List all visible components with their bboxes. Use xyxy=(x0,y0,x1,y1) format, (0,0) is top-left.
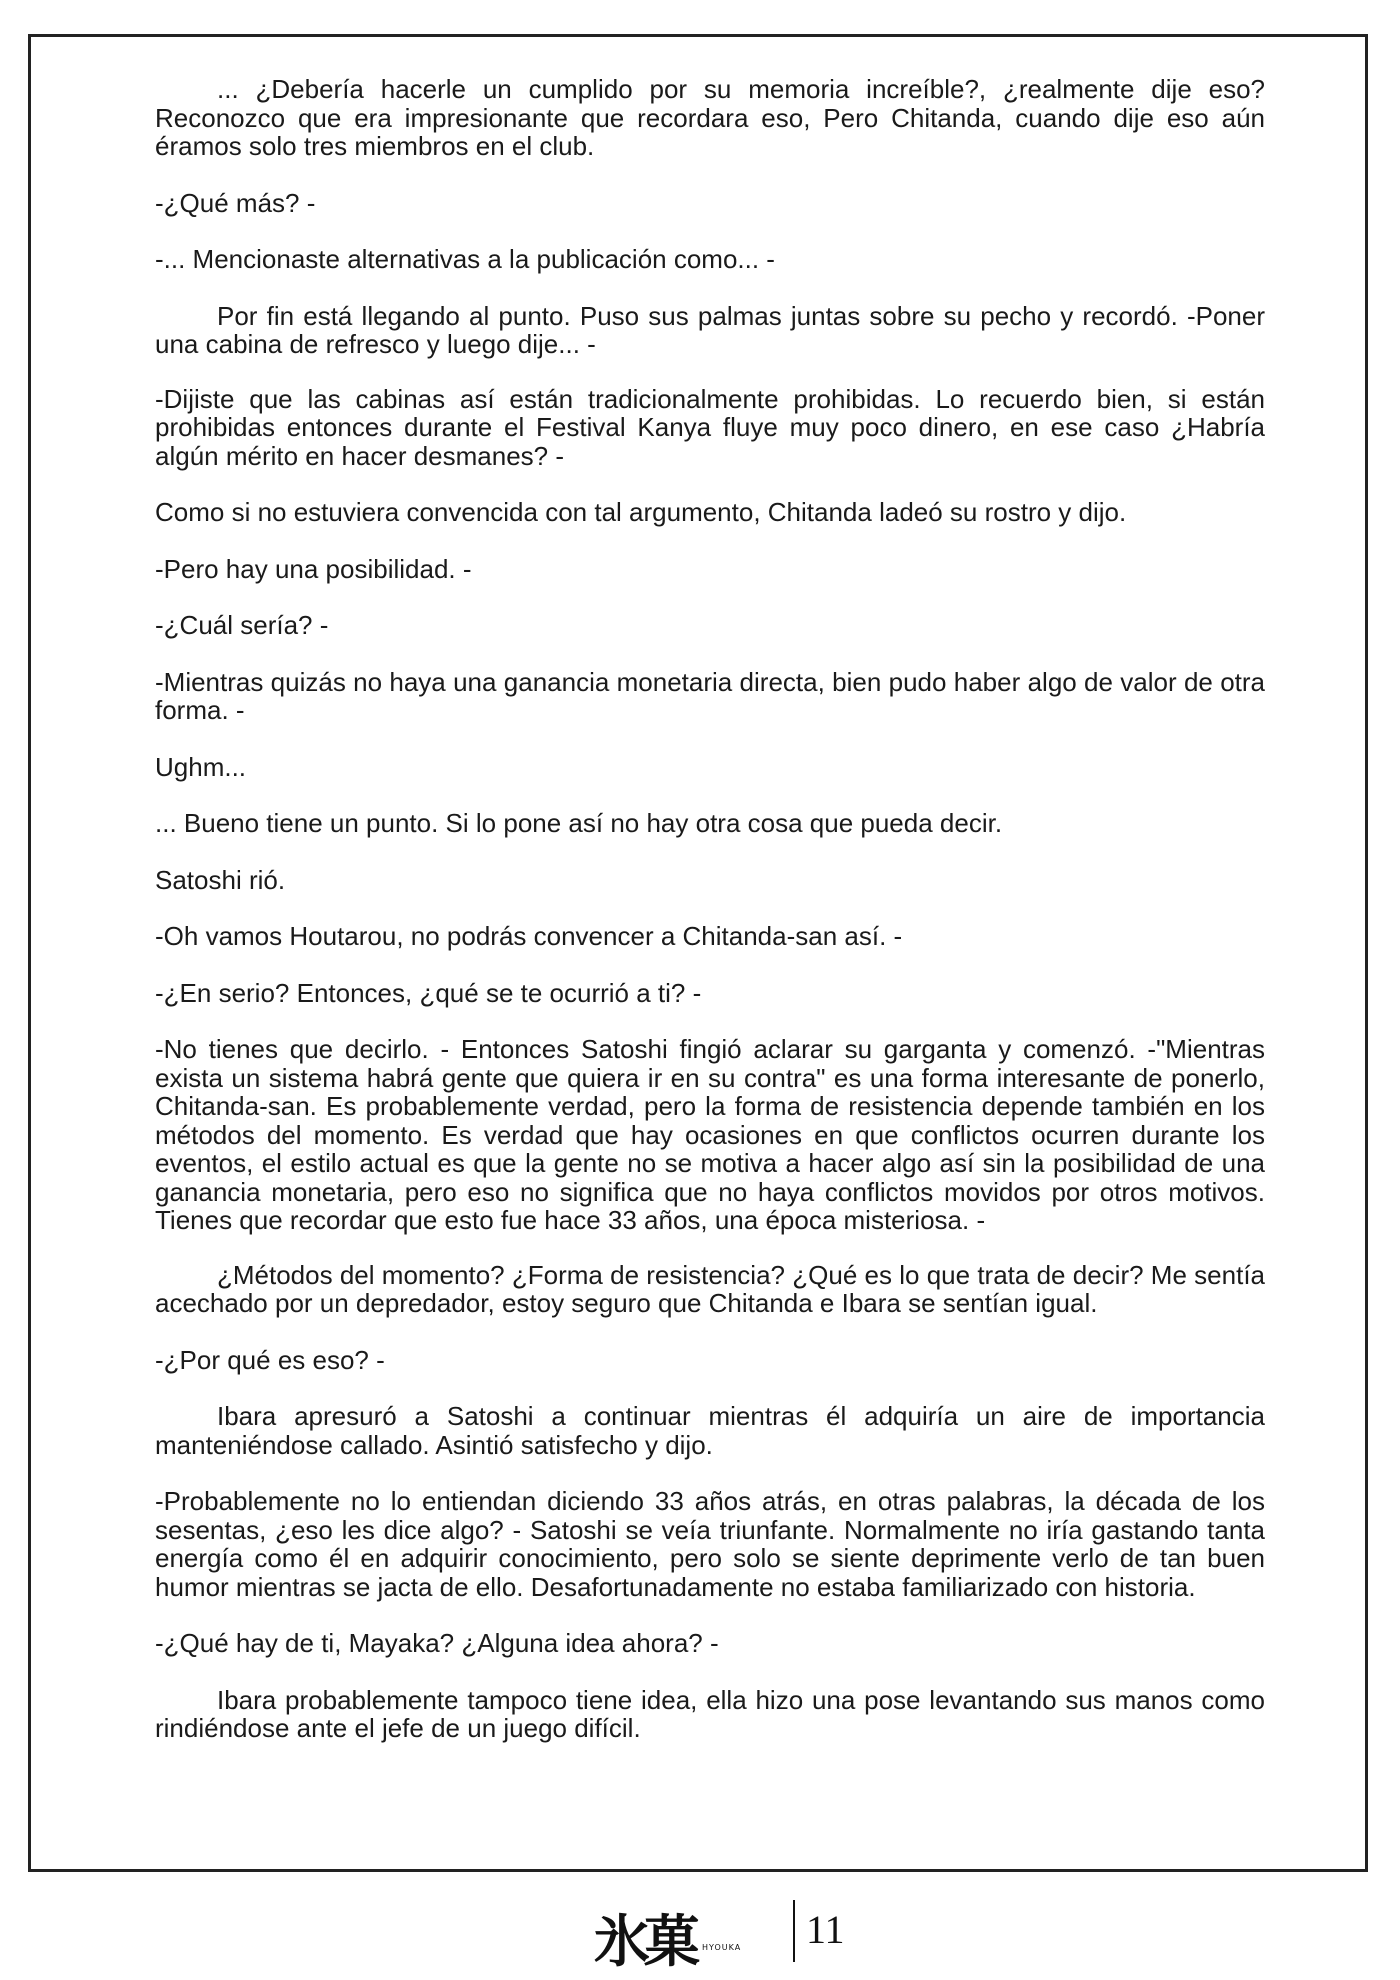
page-footer xyxy=(0,1876,1400,1976)
hyouka-logo xyxy=(594,1898,742,1975)
paragraph-12: Satoshi rió. xyxy=(155,864,286,895)
paragraph-3: -... Mencionaste alternativas a la publicación como... - xyxy=(155,244,775,274)
paragraph-8: -¿Cuál sería? - xyxy=(155,610,329,640)
page-number: 11 xyxy=(806,1907,845,1952)
footer-divider xyxy=(793,1900,795,1962)
page-frame xyxy=(28,34,1368,1872)
paragraph-14: -¿En serio? Entonces, ¿qué se te ocurrió a ti? - xyxy=(155,977,702,1008)
paragraph-15: -No tienes que decirlo. - Entonces Satoshi fingió aclarar su garganta y comenzó. -"Mientras exista un sistema habrá gente que quiera ir en su contra" es una forma interesante de ponerlo, Chitanda-san. Es probablemente verdad, pero la forma de resistencia depende también en los métodos del momento. Es verdad que hay ocasiones en que conflictos ocurren durante los eventos, el estilo actual es que la gente no se motiva a hacer algo así sin la posibilidad de una ganancia monetaria, pero eso no significa que no haya conflictos movidos por otros motivos. Tienes que recordar que esto fue hace 33 años, una época misteriosa. - xyxy=(155,1034,1265,1235)
paragraph-20: -¿Qué hay de ti, Mayaka? ¿Alguna idea ahora? - xyxy=(155,1628,719,1658)
paragraph-9: -Mientras quizás no haya una ganancia monetaria directa, bien pudo haber algo de valor de otra forma. - xyxy=(155,666,1265,725)
paragraph-1: ... ¿Debería hacerle un cumplido por su memoria increíble?, ¿realmente dije eso? Reconozco que era impresionante que recordara eso, Pero Chitanda, cuando dije eso aún éramos solo tres miembros en el club. xyxy=(155,74,1265,161)
paragraph-7: -Pero hay una posibilidad. - xyxy=(155,553,472,584)
logo-kanji: 氷菓 xyxy=(594,1909,694,1975)
paragraph-5: -Dijiste que las cabinas así están tradicionalmente prohibidas. Lo recuerdo bien, si están prohibidas entonces durante el Festival Kanya fluye muy poco dinero, en ese caso ¿Habría algún mérito en hacer desmanes? - xyxy=(155,383,1265,471)
paragraph-17: -¿Por qué es eso? - xyxy=(155,1344,385,1375)
paragraph-16: ¿Métodos del momento? ¿Forma de resistencia? ¿Qué es lo que trata de decir? Me sentía acechado por un depredador, estoy seguro que Chitanda e Ibara se sentían igual. xyxy=(155,1259,1265,1318)
paragraph-13: -Oh vamos Houtarou, no podrás convencer a Chitanda-san así. - xyxy=(155,921,903,951)
paragraph-4: Por fin está llegando al punto. Puso sus palmas juntas sobre su pecho y recordó. -Poner una cabina de refresco y luego dije... - xyxy=(155,300,1265,359)
paragraph-6: Como si no estuviera convencida con tal argumento, Chitanda ladeó su rostro y dijo. xyxy=(155,497,1127,527)
paragraph-21: Ibara probablemente tampoco tiene idea, ella hizo una pose levantando sus manos como rindiéndose ante el jefe de un juego difícil. xyxy=(155,1684,1265,1743)
paragraph-11: ... Bueno tiene un punto. Si lo pone así no hay otra cosa que pueda decir. xyxy=(155,808,1003,838)
logo-subtitle: HYOUKA xyxy=(702,1943,742,1952)
paragraph-18: Ibara apresuró a Satoshi a continuar mientras él adquiría un aire de importancia manteniéndose callado. Asintió satisfecho y dijo. xyxy=(155,1401,1265,1460)
document-body xyxy=(155,75,1265,1771)
paragraph-2: -¿Qué más? - xyxy=(155,187,316,218)
paragraph-19: -Probablemente no lo entiendan diciendo 33 años atrás, en otras palabras, la década de los sesentas, ¿eso les dice algo? - Satoshi se veía triunfante. Normalmente no iría gastando tanta energía como él en adquirir conocimiento, pero solo se siente deprimente verlo de tan buen humor mientras se jacta de ello. Desafortunadamente no estaba familiarizado con historia. xyxy=(155,1486,1265,1602)
paragraph-10: Ughm... xyxy=(155,751,247,782)
